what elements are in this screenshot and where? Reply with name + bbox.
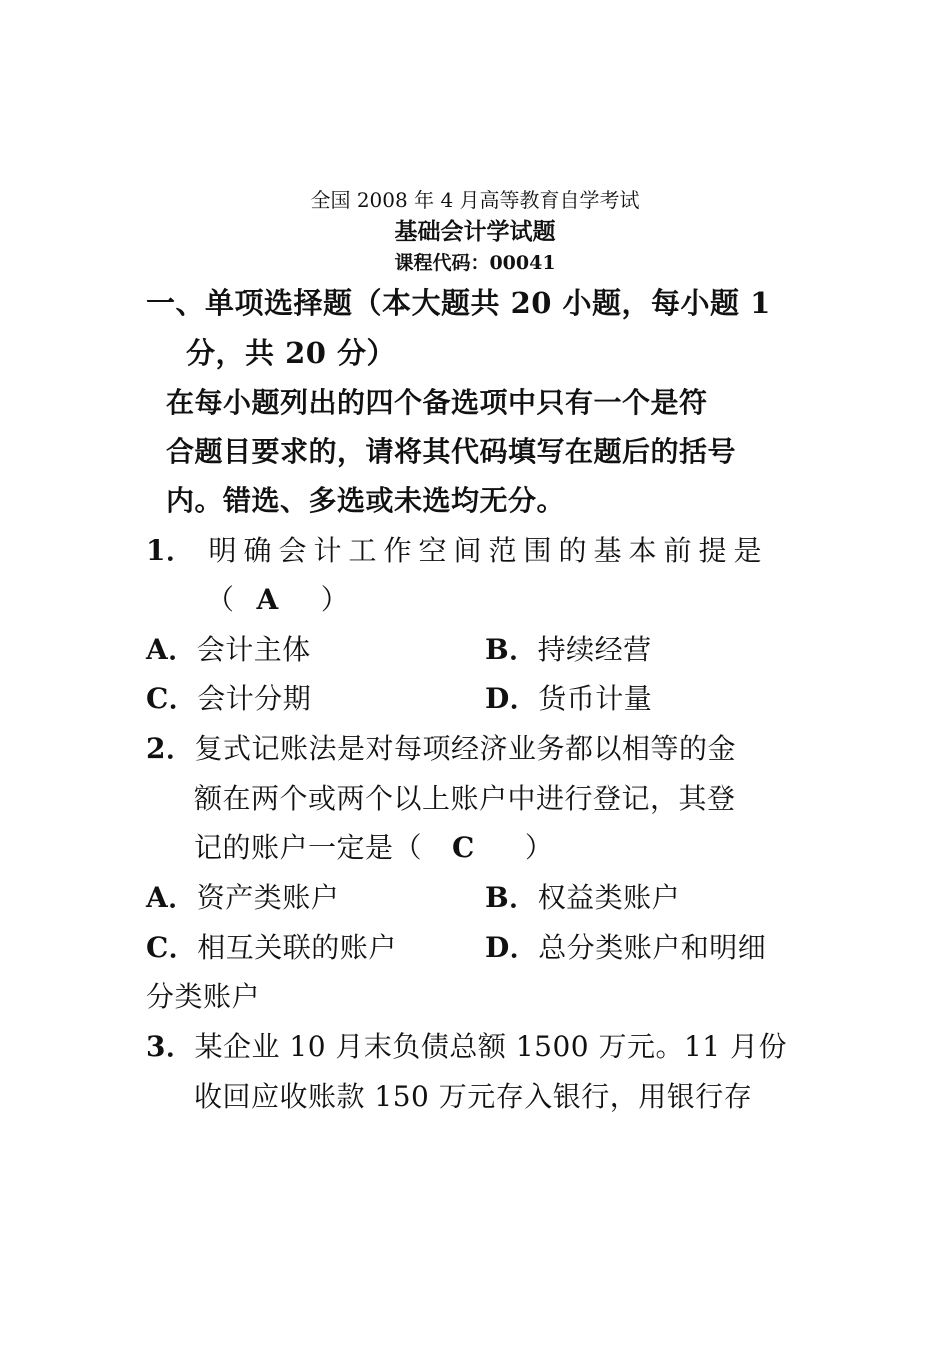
paren-open: （: [206, 583, 235, 616]
question-number: 1．: [146, 534, 195, 567]
option-d: [485, 928, 766, 968]
question-1-answer-slot: [206, 580, 349, 620]
question-3-stem-line-1: [146, 1027, 787, 1067]
exam-header-title: 全国 2008 年 4 月高等教育自学考试: [310, 188, 640, 212]
option-c: [146, 928, 397, 968]
option-label: A．: [146, 881, 197, 914]
question-2-stem-line-3: [194, 828, 553, 868]
question-text: 某企业 10 月末负债总额 1500 万元。11 月份: [194, 1030, 788, 1063]
paren-close: ）: [320, 583, 350, 616]
option-text: 会计分期: [197, 682, 312, 715]
question-text: 复式记账法是对每项经济业务都以相等的金: [194, 732, 736, 765]
question-2-stem-line-2: 额在两个或两个以上账户中进行登记，其登: [194, 782, 736, 815]
option-text: 总分类账户和明细: [538, 931, 767, 964]
option-text: 资产类账户: [196, 881, 340, 914]
paren-close: ）: [524, 831, 554, 864]
instruction-line-1: 在每小题列出的四个备选项中只有一个是符: [166, 386, 708, 419]
option-b: [485, 630, 652, 670]
option-text: 相互关联的账户: [197, 931, 397, 964]
question-3-stem-line-2: 收回应收账款 150 万元存入银行，用银行存: [194, 1080, 753, 1113]
option-a: [146, 878, 339, 918]
option-d: [485, 679, 652, 719]
option-label: C．: [146, 682, 198, 715]
option-text: 货币计量: [538, 682, 653, 715]
option-label: C．: [146, 931, 198, 964]
question-text: 记的账户一定是（: [194, 831, 423, 864]
question-text: 明确会计工作空间范围的基本前提是: [208, 534, 769, 567]
option-label: A．: [146, 633, 197, 666]
option-a: [146, 630, 311, 670]
option-b: [485, 878, 680, 918]
option-text: 会计主体: [196, 633, 311, 666]
question-number: 3．: [146, 1030, 195, 1063]
question-number: 2．: [146, 732, 195, 765]
option-c: [146, 679, 311, 719]
option-label: B．: [485, 881, 538, 914]
instruction-line-2: 合题目要求的，请将其代码填写在题后的括号: [166, 435, 737, 468]
option-label: B．: [485, 633, 538, 666]
section-title-line-2: 分，共 20 分）: [186, 336, 397, 370]
section-title-line-1: 一、单项选择题（本大题共 20 小题，每小题 1: [146, 286, 771, 320]
instruction-line-3: 内。错选、多选或未选均无分。: [166, 484, 566, 517]
answer-mark: C: [452, 831, 475, 864]
option-d-wrap: 分类账户: [146, 980, 261, 1013]
option-label: D．: [485, 931, 539, 964]
course-code: 课程代码：00041: [394, 252, 556, 274]
exam-subject-title: 基础会计学试题: [394, 218, 556, 245]
question-1-stem: [146, 531, 769, 571]
question-2-stem-line-1: [146, 729, 736, 769]
answer-mark: A: [256, 583, 279, 616]
option-text: 持续经营: [537, 633, 652, 666]
option-text: 权益类账户: [537, 881, 681, 914]
option-label: D．: [485, 682, 539, 715]
